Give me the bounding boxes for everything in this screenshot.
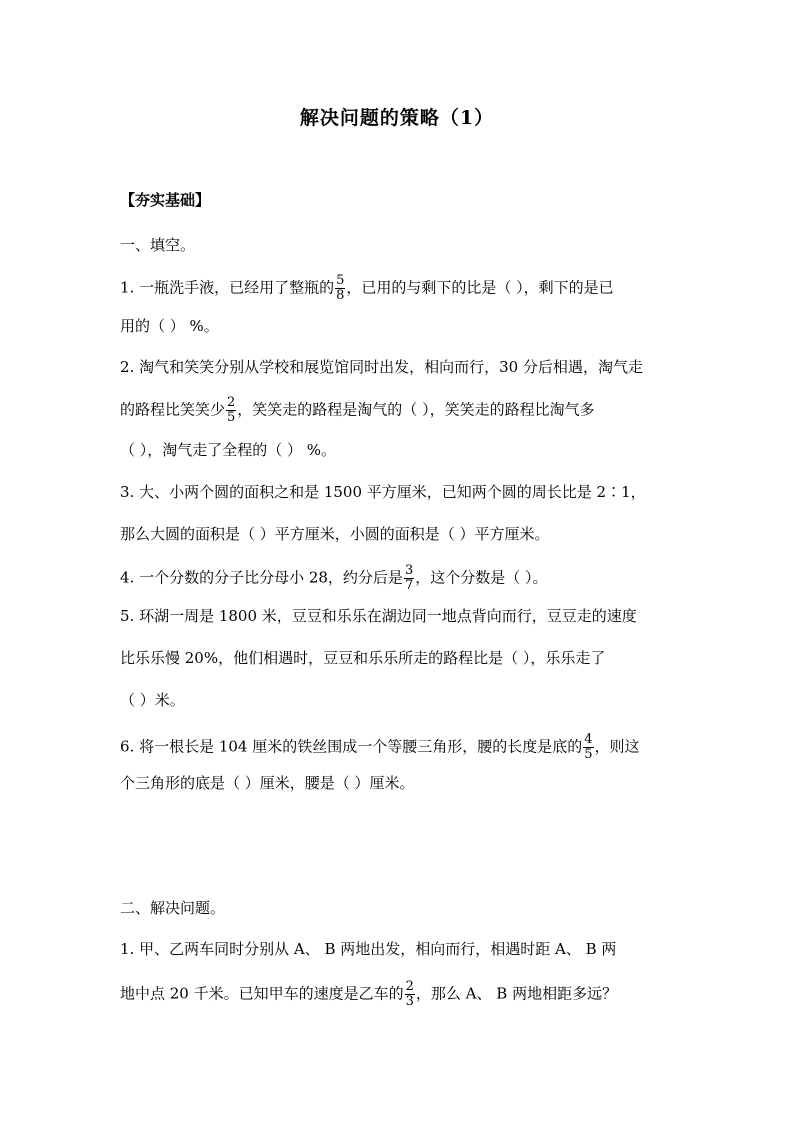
fraction: [226, 396, 236, 425]
question-5-line-2: 比乐乐慢 20%，他们相遇时，豆豆和乐乐所走的路程比是（ ），乐乐走了: [120, 649, 606, 667]
question-text: ，那么 A、 B 两地相距多远？: [415, 984, 618, 1003]
question-text: 的路程比笑笑少: [120, 400, 226, 419]
fraction-denominator: 3: [405, 994, 414, 1009]
fraction-denominator: 5: [584, 747, 593, 762]
question-5-line-1: 5. 环湖一周是 1800 米，豆豆和乐乐在湖边同一地点背向而行，豆豆走的速度: [120, 607, 637, 625]
question-text: ，则这: [594, 737, 640, 756]
page-title: 解决问题的策略（1）: [299, 107, 495, 129]
fraction: [583, 733, 593, 762]
fraction: [404, 564, 414, 593]
fraction-denominator: 5: [227, 410, 236, 425]
question-2-line-2: [120, 396, 595, 425]
fraction-numerator: 3: [404, 563, 414, 578]
question-3-line-2: 那么大圆的面积是（ ）平方厘米，小圆的面积是（ ）平方厘米。: [120, 525, 550, 543]
question-2-line-1: 2. 淘气和笑笑分别从学校和展览馆同时出发，相向而行，30 分后相遇，淘气走: [120, 358, 643, 376]
question-5-line-3: （ ）米。: [120, 691, 185, 709]
question-text: ，笑笑走的路程是淘气的（ ），笑笑走的路程比淘气多: [237, 400, 595, 419]
question-4-line-1: [120, 564, 548, 593]
fraction: [405, 980, 415, 1009]
question-text: 1. 一瓶洗手液，已经用了整瓶的: [120, 278, 335, 297]
part1-heading: 一、填空。: [120, 236, 196, 254]
question-1-line-1: [120, 274, 614, 303]
question-text: 4. 一个分数的分子比分母小 28，约分后是: [120, 568, 403, 587]
fraction-numerator: 2: [227, 395, 236, 410]
question-text: ，这个分数是（ ）。: [415, 568, 548, 587]
question-text: 地中点 20 千米。已知甲车的速度是乙车的: [120, 984, 404, 1003]
problem-1-line-2: [120, 980, 617, 1009]
question-6-line-1: [120, 733, 640, 762]
question-3-line-1: 3. 大、小两个圆的面积之和是 1500 平方厘米，已知两个圆的周长比是 2∶1，: [120, 483, 646, 501]
fraction-denominator: 8: [336, 288, 345, 303]
problem-1-line-1: 1. 甲、乙两车同时分别从 A、 B 两地出发，相向而行，相遇时距 A、 B 两: [120, 940, 617, 958]
question-text: ，已用的与剩下的比是（ ），剩下的是已: [346, 278, 614, 297]
question-1-line-2: 用的（ ） %。: [120, 317, 219, 335]
fraction-numerator: 2: [405, 979, 414, 994]
part2-heading: 二、解决问题。: [120, 899, 226, 917]
question-2-line-3: （ ），淘气走了全程的（ ） %。: [120, 441, 337, 459]
section-basic-heading: 【夯实基础】: [120, 191, 211, 209]
question-text: 6. 将一根长是 104 厘米的铁丝围成一个等腰三角形，腰的长度是底的: [120, 737, 583, 756]
fraction-numerator: 4: [584, 732, 593, 747]
fraction: [335, 274, 345, 303]
question-6-line-2: 个三角形的底是（ ）厘米，腰是（ ）厘米。: [120, 774, 415, 792]
fraction-denominator: 7: [404, 578, 414, 593]
fraction-numerator: 5: [336, 273, 345, 288]
